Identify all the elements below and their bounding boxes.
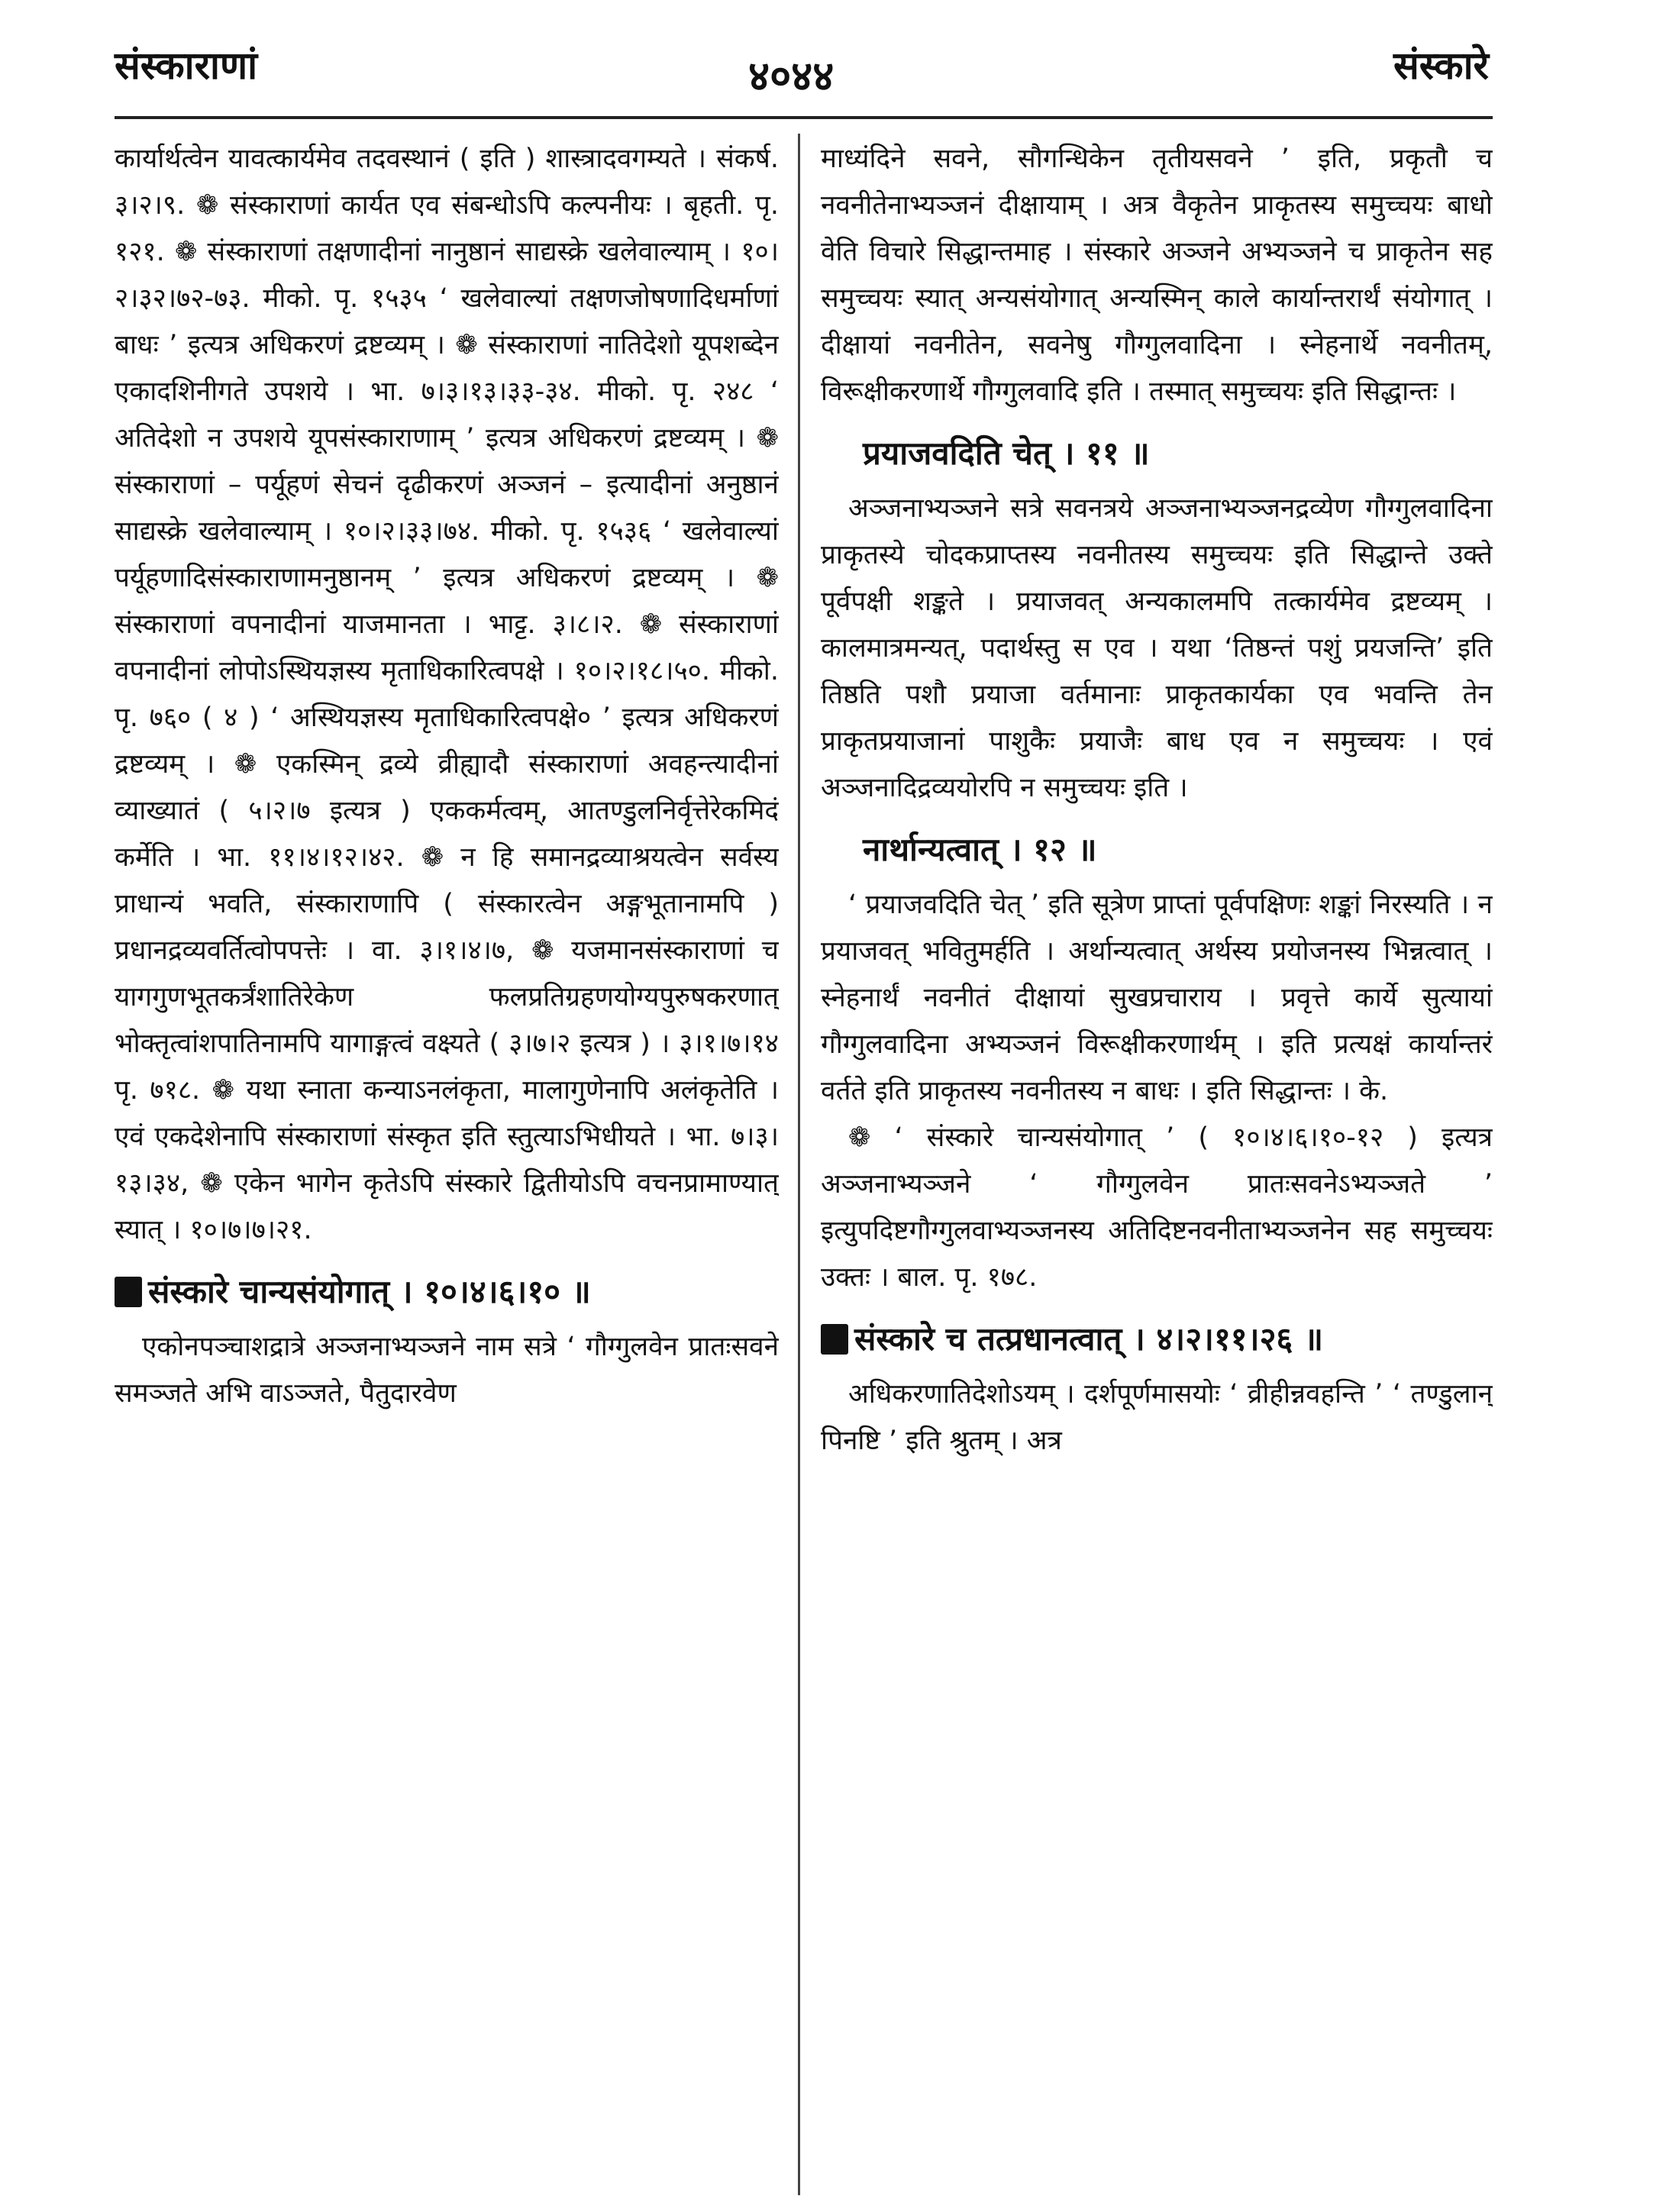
sutra-marker-icon: [115, 1277, 142, 1307]
right-paragraph-1: माध्यंदिने सवने, सौगन्धिकेन तृतीयसवने ’ इति, प्रकृतौ च नवनीतेनाभ्यञ्जनं दीक्षायाम् । अत्र वैकृतेन प्राकृतस्य समुच्चयः बाधो वेति विचारे सिद्धान्तमाह । संस्कारे अञ्जने अभ्यञ्जने च प्राकृतेन सह समुच्चयः स्यात् अन्यसंयोगात् अन्यस्मिन् काले कार्यान्तरार्थं संयोगात् । दीक्षायां नवनीतेन, सवनेषु गौग्गुलवादिना । स्नेहनार्थे नवनीतम्, विरूक्षीकरणार्थे गौग्गुलवादि इति । तस्मात् समुच्चयः इति सिद्धान्तः ।: [821, 144, 1493, 407]
page-number: ४०४४: [748, 52, 835, 100]
right-paragraph-4: ❁ ‘ संस्कारे चान्यसंयोगात् ’ ( १०।४।६।१०-१२ ) इत्यत्र अञ्जनाभ्यञ्जने ‘ गौग्गुलवेन प्रातःसवनेऽभ्यञ्जते ’ इत्युपदिष्टगौग्गुलवाभ्यञ्जनस्य अतिदिष्टनवनीताभ्यञ्जनेन सह समुच्चयः उक्तः । बाल. पृ. १७८.: [821, 1122, 1493, 1293]
right-sutra-heading-1: प्रयाजवदिति चेत् । ११ ॥: [863, 434, 1150, 472]
right-sutra-heading-3: [821, 1312, 1493, 1367]
header-right-catchword: संस्कारे: [1393, 44, 1489, 88]
left-sutra-text: संस्कारे चान्यसंयोगात् । १०।४।६।१० ॥: [148, 1273, 591, 1310]
right-paragraph-5: अधिकरणातिदेशोऽयम् । दर्शपूर्णमासयोः ‘ व्रीहीन्नवहन्ति ’ ‘ तण्डुलान् पिनष्टि ’ इति श्रुतम् । अत्र: [821, 1379, 1493, 1456]
right-sutra-heading-2: नार्थान्यत्वात् । १२ ॥: [863, 831, 1097, 868]
column-divider: [798, 134, 800, 2195]
right-column: [821, 136, 1493, 2205]
left-paragraph-1: कार्यार्थत्वेन यावत्कार्यमेव तदवस्थानं ( इति ) शास्त्रादवगम्यते । संकर्ष. ३।२।९. ❁ संस्काराणां कार्यत एव संबन्धोऽपि कल्पनीयः । बृहती. पृ. १२१. ❁ संस्काराणां तक्षणादीनां नानुष्ठानं साद्यस्क्रे खलेवाल्याम् । १०।२।३२।७२-७३. मीको. पृ. १५३५ ‘ खलेवाल्यां तक्षणजोषणादिधर्माणां बाधः ’ इत्यत्र अधिकरणं द्रष्टव्यम् । ❁ संस्काराणां नातिदेशो यूपशब्देन एकादशिनीगते उपशये । भा. ७।३।१३।३३-३४. मीको. पृ. २४८ ‘ अतिदेशो न उपशये यूपसंस्काराणाम् ’ इत्यत्र अधिकरणं द्रष्टव्यम् । ❁ संस्काराणां – पर्यूहणं सेचनं दृढीकरणं अञ्जनं – इत्यादीनां अनुष्ठानं साद्यस्क्रे खलेवाल्याम् । १०।२।३३।७४. मीको. पृ. १५३६ ‘ खलेवाल्यां पर्यूहणादिसंस्काराणामनुष्ठानम् ’ इत्यत्र अधिकरणं द्रष्टव्यम् । ❁ संस्काराणां वपनादीनां याजमानता । भाट्ट. ३।८।२. ❁ संस्काराणां वपनादीनां लोपोऽस्थियज्ञस्य मृताधिकारित्वपक्षे । १०।२।१८।५०. मीको. पृ. ७६० ( ४ ) ‘ अस्थियज्ञस्य मृताधिकारित्वपक्षे० ’ इत्यत्र अधिकरणं द्रष्टव्यम् । ❁ एकस्मिन् द्रव्ये व्रीह्यादौ संस्काराणां अवहन्त्यादीनां व्याख्यातं ( ५।२।७ इत्यत्र ) एककर्मत्वम्, आतण्डुलनिर्वृत्तेरेकमिदं कर्मेति । भा. ११।४।१२।४२. ❁ न हि समानद्रव्याश्रयत्वेन सर्वस्य प्राधान्यं भवति, संस्काराणापि ( संस्कारत्वेन अङ्गभूतानामपि ) प्रधानद्रव्यवर्तित्वोपपत्तेः । वा. ३।१।४।७, ❁ यजमानसंस्काराणां च यागगुणभूतकर्त्रंशातिरेकेण फलप्रतिग्रहणयोग्यपुरुषकरणात् भोक्तृत्वांशपातिनामपि यागाङ्गत्वं वक्ष्यते ( ३।७।२ इत्यत्र ) । ३।१।७।१४ पृ. ७१८. ❁ यथा स्नाता कन्याऽनलंकृता, मालागुणेनापि अलंकृतेति । एवं एकदेशेनापि संस्काराणां संस्कृत इति स्तुत्याऽभिधीयते । भा. ७।३।१३।३४, ❁ एकेन भागेन कृतेऽपि संस्कारे द्वितीयोऽपि वचनप्रामाण्यात् स्यात् । १०।७।७।२१.: [115, 144, 779, 1245]
header-left-catchword: संस्काराणां: [115, 44, 258, 88]
left-column: [115, 136, 779, 2205]
right-paragraph-2: अञ्जनाभ्यञ्जने सत्रे सवनत्रये अञ्जनाभ्यञ्जनद्रव्येण गौग्गुलवादिना प्राकृतस्ये चोदकप्राप्तस्य नवनीतस्य समुच्चयः इति सिद्धान्ते उक्ते पूर्वपक्षी शङ्कते । प्रयाजवत् अन्यकालमपि तत्कार्यमेव द्रष्टव्यम् । कालमात्रमन्यत्, पदार्थस्तु स एव । यथा ‘तिष्ठन्तं पशुं प्रयजन्ति’ इति तिष्ठति पशौ प्रयाजा वर्तमानाः प्राकृतकार्यका एव भवन्ति तेन प्राकृतप्रयाजानां पाशुकैः प्रयाजैः बाध एव न समुच्चयः । एवं अञ्जनादिद्रव्ययोरपि न समुच्चयः इति ।: [821, 493, 1493, 803]
right-paragraph-3: ‘ प्रयाजवदिति चेत् ’ इति सूत्रेण प्राप्तां पूर्वपक्षिणः शङ्कां निरस्यति । न प्रयाजवत् भवितुमर्हति । अर्थान्यत्वात् अर्थस्य प्रयोजनस्य भिन्नत्वात् । स्नेहनार्थं नवनीतं दीक्षायां सुखप्रचाराय । प्रवृत्ते कार्ये सुत्यायां गौग्गुलवादिना अभ्यञ्जनं विरूक्षीकरणार्थम् । इति प्रत्यक्षं कार्यान्तरं वर्तते इति प्राकृतस्य नवनीतस्य न बाधः । इति सिद्धान्तः । के.: [821, 890, 1493, 1106]
right-sutra-text-3: संस्कारे च तत्प्रधानत्वात् । ४।२।११।२६ ॥: [854, 1320, 1324, 1358]
header-rule: [115, 116, 1493, 119]
left-sutra-heading: [115, 1264, 779, 1319]
page-header: [115, 31, 1489, 107]
sutra-marker-icon: [821, 1324, 848, 1355]
left-paragraph-2: एकोनपञ्चाशद्रात्रे अञ्जनाभ्यञ्जने नाम सत्रे ‘ गौग्गुलवेन प्रातःसवने समञ्जते अभि वाऽञ्जते, पैतुदारवेण: [115, 1332, 779, 1409]
